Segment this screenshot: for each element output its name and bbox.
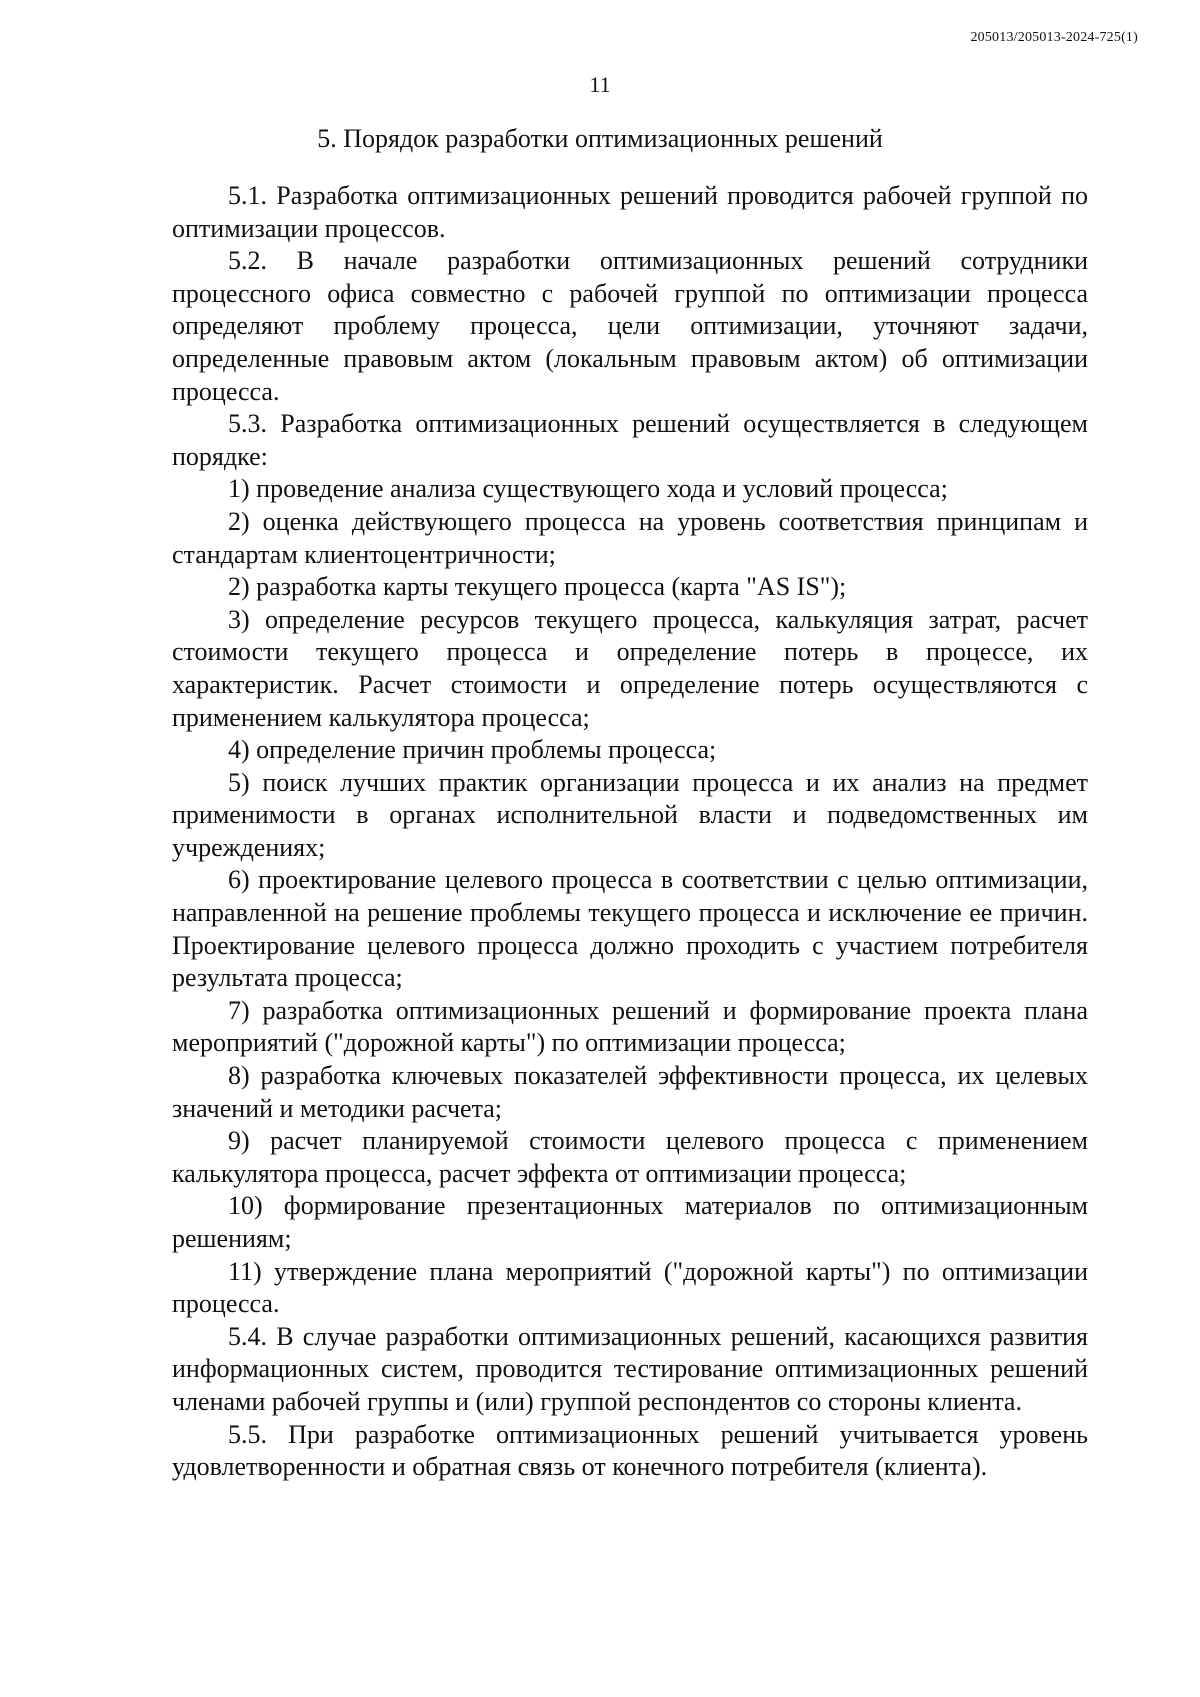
document-id: 205013/205013-2024-725(1) [970, 30, 1138, 45]
paragraph-5-1: 5.1. Разработка оптимизационных решений проводится рабочей группой по оптимизации процессов. [172, 181, 1088, 243]
list-item-11: 11) утверждение плана мероприятий ("дорожной карты") по оптимизации процесса. [172, 1256, 1088, 1319]
paragraph-5-2: 5.2. В начале разработки оптимизационных решений сотрудники процессного офиса совместно с рабочей группой по оптимизации процесса определяют проблему процесса, цели оптимизации, уточняют задачи, определенные правовым актом (локальным правовым актом) об оптимизации процесса. [172, 246, 1088, 406]
section-title: 5. Порядок разработки оптимизационных решений [317, 124, 883, 153]
paragraph-5-5: 5.5. При разработке оптимизационных решений учитывается уровень удовлетворенности и обратная связь от конечного потребителя (клиента). [172, 1419, 1088, 1482]
list-item-6: 6) проектирование целевого процесса в соответствии с целью оптимизации, направленной на решение проблемы текущего процесса и исключение ее причин. Проектирование целевого процесса должно проходить с участием потребителя результата процесса; [172, 865, 1088, 993]
list-item-4: 4) определение причин проблемы процесса; [228, 735, 717, 765]
list-item-5: 5) поиск лучших практик организации процесса и их анализ на предмет применимости в органах исполнительной власти и подведомственных им учреждениях; [172, 767, 1088, 862]
list-item-1: 1) проведение анализа существующего хода и условий процесса; [228, 474, 948, 504]
section-body [172, 180, 1088, 1484]
paragraph-5-4: 5.4. В случае разработки оптимизационных решений, касающихся развития информационных систем, проводится тестирование оптимизационных решений членами рабочей группы и (или) группой респондентов со стороны клиента. [172, 1321, 1088, 1416]
list-item-8: 8) разработка ключевых показателей эффективности процесса, их целевых значений и методики расчета; [172, 1061, 1088, 1123]
page-number: 11 [589, 72, 611, 97]
list-item-10: 10) формирование презентационных материалов по оптимизационным решениям; [172, 1191, 1088, 1253]
list-item-2a: 2) оценка действующего процесса на уровень соответствия принципам и стандартам клиентоцентричности; [172, 506, 1088, 569]
list-item-2b: 2) разработка карты текущего процесса (карта "AS IS"); [228, 572, 847, 602]
list-item-3: 3) определение ресурсов текущего процесса, калькуляция затрат, расчет стоимости текущего процесса и определение потерь в процессе, их характеристик. Расчет стоимости и определение потерь осуществляются с применением калькулятора процесса; [172, 604, 1088, 732]
list-item-7: 7) разработка оптимизационных решений и формирование проекта плана мероприятий ("дорожной карты") по оптимизации процесса; [172, 995, 1088, 1058]
list-item-9: 9) расчет планируемой стоимости целевого процесса с применением калькулятора процесса, расчет эффекта от оптимизации процесса; [172, 1126, 1088, 1188]
paragraph-5-3: 5.3. Разработка оптимизационных решений осуществляется в следующем порядке: [172, 409, 1088, 471]
